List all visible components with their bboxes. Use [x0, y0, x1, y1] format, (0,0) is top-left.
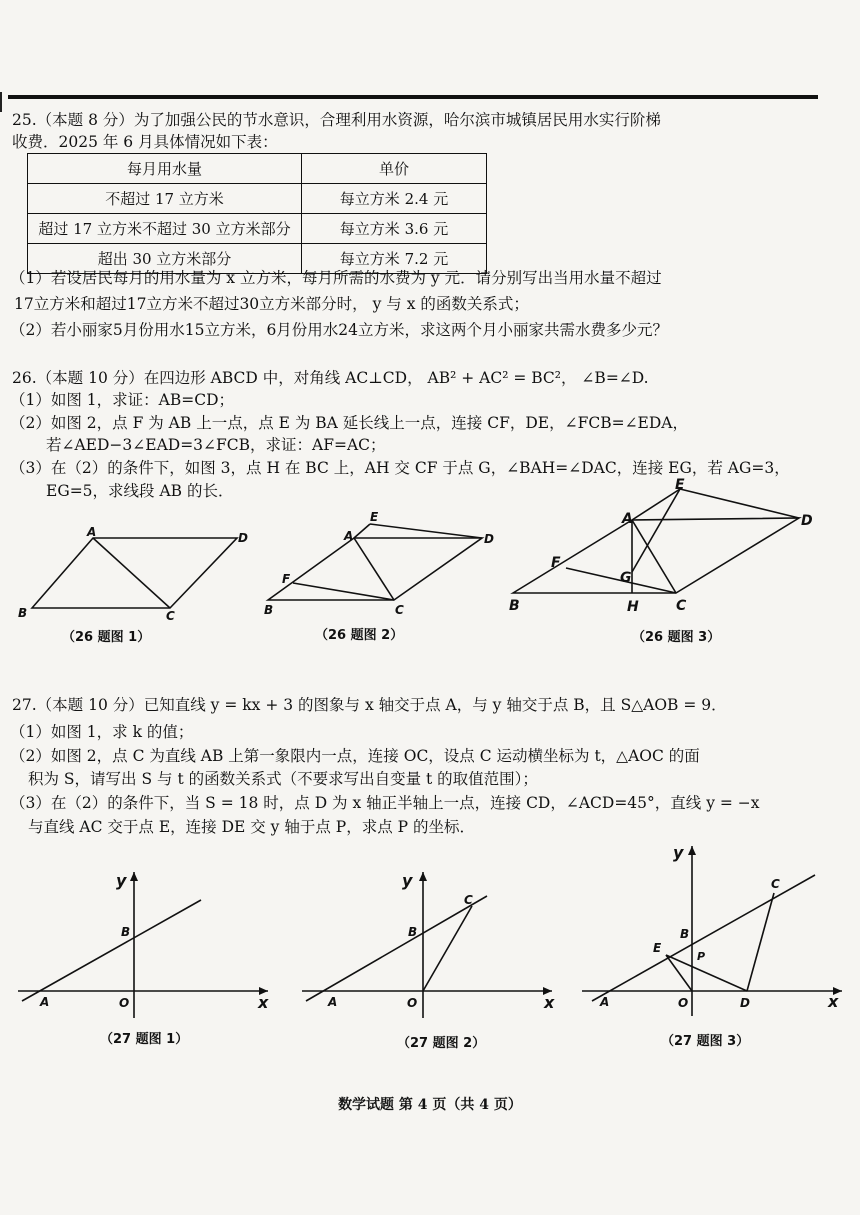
label-d: D [238, 531, 248, 545]
table-header-row [28, 154, 487, 184]
q27-part2-a: （2）如图 2，点 C 为直线 AB 上第一象限内一点，连接 OC，设点 C 运动横坐标为 t，△AOC 的面 [10, 747, 700, 765]
label-o: O [407, 996, 418, 1010]
label-c: C [676, 598, 687, 614]
label-g: G [620, 570, 632, 586]
q27-caption-2: （27 题图 2） [397, 1036, 486, 1051]
segment-ae [632, 489, 680, 520]
header-rule [8, 95, 818, 99]
page-footer: 数学试题 第 4 页（共 4 页） [338, 1097, 522, 1113]
label-d: D [740, 996, 750, 1010]
q25-part2: （2）若小丽家5月份用水15立方米，6月份用水24立方米，求这两个月小丽家共需水费多少元？ [10, 321, 669, 339]
q26-caption-3: （26 题图 3） [632, 630, 721, 645]
label-y: y [402, 871, 413, 890]
segment-cd [747, 893, 774, 991]
q27-part2-b: 积为 S，请写出 S 与 t 的函数关系式（不要求写出自变量 t 的取值范围）； [28, 770, 538, 788]
label-c: C [771, 877, 780, 891]
label-o: O [119, 996, 130, 1010]
label-a: A [600, 995, 610, 1009]
y-axis-arrow [688, 846, 696, 855]
q26-part2-a: （2）如图 2，点 F 为 AB 上一点，点 E 为 BA 延长线上一点，连接 CF，DE，∠FCB=∠EDA， [10, 414, 688, 432]
label-e: E [370, 510, 379, 524]
q26-figure-3 [0, 475, 830, 620]
q25-part1-b: 17立方米和超过17立方米不超过30立方米部分时， y 与 x 的函数关系式； [14, 295, 529, 313]
q25-part1-a: （1）若设居民每月的用水量为 x 立方米，每月所需的水费为 y 元．请分别写出当用水量不超过 [10, 269, 662, 287]
label-h: H [627, 599, 639, 615]
label-f: F [282, 572, 291, 586]
table-cell: 每立方米 3.6 元 [302, 214, 487, 244]
label-b: B [509, 598, 520, 614]
label-x: x [544, 993, 555, 1012]
q26-stem: 26.（本题 10 分）在四边形 ABCD 中，对角线 AC⊥CD， AB² + AC² = BC²， ∠B=∠D. [12, 369, 649, 387]
q26-part1: （1）如图 1，求证：AB=CD； [10, 391, 235, 409]
q25-line1: 25.（本题 8 分）为了加强公民的节水意识，合理利用水资源，哈尔滨市城镇居民用水实行阶梯 [12, 111, 661, 129]
q27-part1: （1）如图 1，求 k 的值； [10, 723, 194, 741]
label-d: D [801, 513, 813, 529]
label-f: F [551, 555, 561, 571]
label-c: C [166, 609, 175, 623]
label-a: A [87, 525, 97, 539]
label-a: A [328, 995, 338, 1009]
table-cell: 超过 17 立方米不超过 30 立方米部分 [28, 214, 302, 244]
q27-part3-b: 与直线 AC 交于点 E，连接 DE 交 y 轴于点 P，求点 P 的坐标． [28, 818, 475, 836]
q27-caption-3: （27 题图 3） [661, 1034, 750, 1049]
water-price-table [27, 153, 487, 274]
segment-ed [680, 489, 799, 518]
q27-caption-1: （27 题图 1） [100, 1032, 189, 1047]
label-y: y [673, 843, 684, 862]
q26-caption-2: （26 题图 2） [315, 628, 404, 643]
label-b: B [408, 925, 418, 939]
label-b: B [18, 606, 28, 620]
label-o: O [678, 996, 689, 1010]
label-e: E [653, 941, 662, 955]
q27-part3-a: （3）在（2）的条件下，当 S = 18 时，点 D 为 x 轴正半轴上一点，连接 CD，∠ACD=45°，直线 y = −x [10, 794, 760, 812]
q26-part3-b: EG=5，求线段 AB 的长． [46, 482, 234, 500]
label-p: P [697, 950, 706, 963]
label-a: A [622, 511, 633, 527]
table-cell: 每立方米 2.4 元 [302, 184, 487, 214]
table-cell: 超出 30 立方米部分 [28, 244, 302, 274]
diagonal-ac [632, 520, 676, 593]
q25-line2: 收费．2025 年 6 月具体情况如下表： [12, 133, 278, 151]
label-e: E [675, 477, 685, 493]
q26-part3-a: （3）在（2）的条件下，如图 3，点 H 在 BC 上，AH 交 CF 于点 G，∠BAH=∠DAC，连接 EG，若 AG=3， [10, 459, 790, 477]
table-row [28, 214, 487, 244]
label-c: C [464, 893, 473, 907]
label-x: x [828, 992, 839, 1011]
label-b: B [264, 603, 274, 617]
binding-mark [0, 92, 2, 112]
table-cell: 每立方米 7.2 元 [302, 244, 487, 274]
label-b: B [121, 925, 131, 939]
q26-caption-1: （26 题图 1） [62, 630, 151, 645]
label-x: x [258, 993, 269, 1012]
label-a: A [344, 529, 354, 543]
label-y: y [116, 871, 127, 890]
label-c: C [395, 603, 404, 617]
q27-stem: 27.（本题 10 分）已知直线 y = kx + 3 的图象与 x 轴交于点 A，与 y 轴交于点 B，且 S△AOB = 9． [12, 696, 727, 714]
q26-part2-b: 若∠AED−3∠EAD=3∠FCB，求证：AF=AC； [46, 436, 386, 454]
q27-figure-3 [0, 838, 860, 1018]
table-header-usage: 每月用水量 [28, 154, 302, 184]
label-b: B [680, 927, 690, 941]
table-header-price: 单价 [302, 154, 487, 184]
label-d: D [484, 532, 494, 546]
table-row [28, 184, 487, 214]
label-a: A [40, 995, 50, 1009]
table-cell: 不超过 17 立方米 [28, 184, 302, 214]
line-ac [592, 875, 815, 1001]
